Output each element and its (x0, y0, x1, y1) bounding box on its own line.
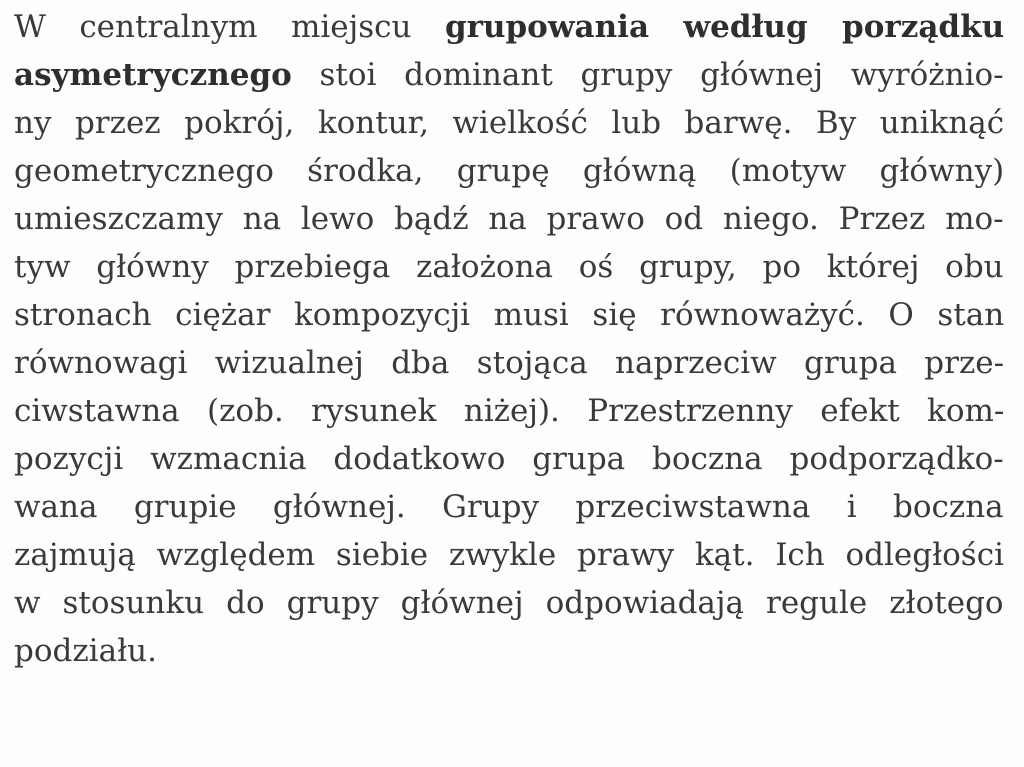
line-12-text: zajmują względem siebie zwykle prawy kąt. Ich odległości (14, 537, 1004, 573)
text-line-14 (14, 627, 157, 675)
line-2-part-2: stoi dominant grupy głównej wyróżnio- (291, 57, 1004, 93)
line-3-text: ny przez pokrój, kontur, wielkość lub barwę. By uniknąć (14, 105, 1005, 141)
line-10-text: pozycji wzmacnia dodatkowo grupa boczna podporządko- (14, 441, 1004, 477)
text-line-2 (14, 51, 1004, 99)
line-2-part-1-bold: asymetrycznego (14, 57, 292, 93)
line-14-text: podziału. (14, 633, 157, 669)
line-13-text: w stosunku do grupy głównej odpowiadają regule złotego (14, 585, 1004, 621)
line-1-part-1: W centralnym miejscu (14, 9, 445, 45)
text-line-12 (14, 531, 1004, 579)
text-line-7 (14, 291, 1004, 339)
text-line-5 (14, 195, 1004, 243)
line-5-text: umieszczamy na lewo bądź na prawo od niego. Przez mo- (14, 201, 1004, 237)
line-9-text: ciwstawna (zob. rysunek niżej). Przestrzenny efekt kom- (14, 393, 1005, 429)
line-6-text: tyw główny przebiega założona oś grupy, po której obu (14, 249, 1004, 285)
text-line-3 (14, 99, 1004, 147)
text-line-1 (14, 3, 1004, 51)
text-line-10 (14, 435, 1004, 483)
line-1-part-2-bold: grupowania według porządku (444, 9, 1005, 45)
line-4-text: geometrycznego środka, grupę główną (motyw główny) (14, 153, 1005, 189)
text-line-8 (14, 339, 1004, 387)
line-7-text: stronach ciężar kompozycji musi się równoważyć. O stan (14, 297, 1005, 333)
text-line-9 (14, 387, 1004, 435)
text-line-6 (14, 243, 1004, 291)
line-11-text: wana grupie głównej. Grupy przeciwstawna i boczna (14, 489, 1004, 525)
text-line-4 (14, 147, 1004, 195)
text-line-13 (14, 579, 1004, 627)
line-8-text: równowagi wizualnej dba stojąca naprzeciw grupa prze- (14, 345, 1005, 381)
text-line-11 (14, 483, 1004, 531)
